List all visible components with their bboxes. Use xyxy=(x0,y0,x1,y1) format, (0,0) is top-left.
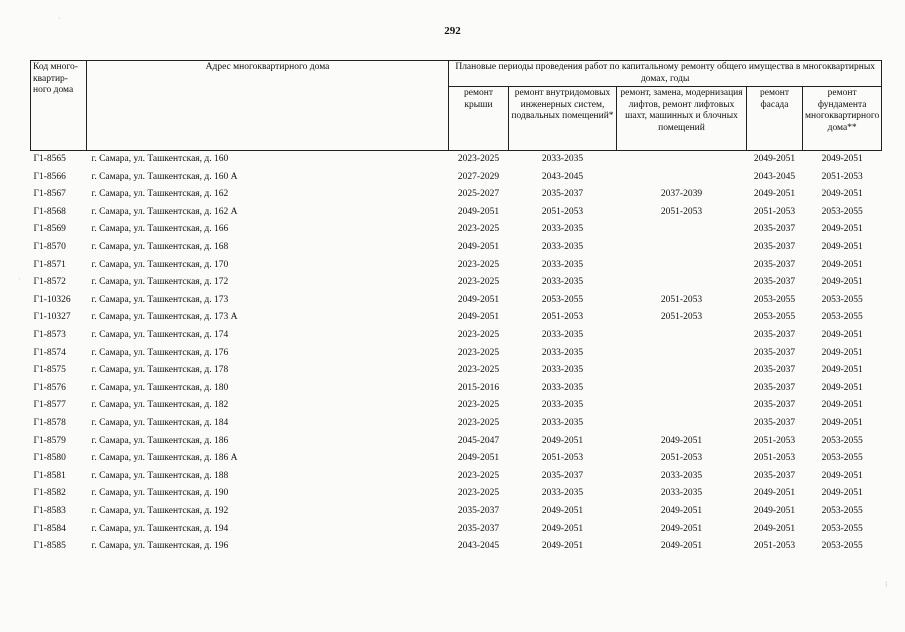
address-cell: г. Самара, ул. Ташкентская, д. 173 xyxy=(91,294,229,305)
facade-cell: 2049-2051 xyxy=(753,189,796,200)
facade-cell: 2035-2037 xyxy=(753,329,796,340)
facade-cell: 2043-2045 xyxy=(753,171,796,182)
roof-cell: 2023-2025 xyxy=(457,259,500,270)
header-systems: ремонт внутридомовых инженерных систем, подвальных помещений* xyxy=(509,87,617,151)
code-cell: Г1-8571 xyxy=(33,259,66,270)
foundation-cell: 2049-2051 xyxy=(821,189,863,200)
address-cell: г. Самара, ул. Ташкентская, д. 162 xyxy=(91,189,229,200)
code-cell: Г1-8585 xyxy=(33,541,66,552)
table-row xyxy=(31,309,882,327)
table-row xyxy=(31,503,882,521)
foundation-cell: 2053-2055 xyxy=(821,312,863,323)
systems-cell: 2033-2035 xyxy=(541,365,584,376)
facade-cell: 2053-2055 xyxy=(753,294,796,305)
roof-cell: 2043-2045 xyxy=(457,541,500,552)
roof-cell: 2045-2047 xyxy=(457,435,500,446)
facade-cell: 2049-2051 xyxy=(753,505,796,516)
foundation-cell: 2049-2051 xyxy=(821,347,863,358)
roof-cell: 2049-2051 xyxy=(457,312,500,323)
code-cell: Г1-8573 xyxy=(33,329,66,340)
lifts-cell: 2033-2035 xyxy=(660,470,703,481)
systems-cell: 2049-2051 xyxy=(541,435,584,446)
lifts-cell xyxy=(617,362,747,380)
code-cell: Г1-8567 xyxy=(33,189,66,200)
lifts-cell: 2049-2051 xyxy=(660,541,703,552)
address-cell: г. Самара, ул. Ташкентская, д. 184 xyxy=(91,417,229,428)
systems-cell: 2033-2035 xyxy=(541,224,584,235)
address-cell: г. Самара, ул. Ташкентская, д. 166 xyxy=(91,224,229,235)
table-row xyxy=(31,274,882,292)
address-cell: г. Самара, ул. Ташкентская, д. 173 А xyxy=(91,312,238,323)
foundation-cell: 2049-2051 xyxy=(821,382,863,393)
lifts-cell: 2051-2053 xyxy=(660,294,703,305)
foundation-cell: 2053-2055 xyxy=(821,505,863,516)
lifts-cell xyxy=(617,274,747,292)
facade-cell: 2051-2053 xyxy=(753,541,796,552)
foundation-cell: 2049-2051 xyxy=(821,154,863,165)
code-cell: Г1-10326 xyxy=(33,294,71,305)
table-header xyxy=(31,61,882,151)
address-cell: г. Самара, ул. Ташкентская, д. 190 xyxy=(91,488,229,499)
foundation-cell: 2049-2051 xyxy=(821,400,863,411)
table-row xyxy=(31,292,882,310)
systems-cell: 2033-2035 xyxy=(541,417,584,428)
lifts-cell xyxy=(617,169,747,187)
roof-cell: 2023-2025 xyxy=(457,365,500,376)
address-cell: г. Самара, ул. Ташкентская, д. 172 xyxy=(91,277,229,288)
facade-cell: 2035-2037 xyxy=(753,242,796,253)
foundation-cell: 2053-2055 xyxy=(821,541,863,552)
header-facade: ремонт фасада xyxy=(747,87,803,151)
address-cell: г. Самара, ул. Ташкентская, д. 186 xyxy=(91,435,229,446)
facade-cell: 2049-2051 xyxy=(753,488,796,499)
roof-cell: 2049-2051 xyxy=(457,453,500,464)
address-cell: г. Самара, ул. Ташкентская, д. 188 xyxy=(91,470,229,481)
roof-cell: 2035-2037 xyxy=(457,505,500,516)
address-cell: г. Самара, ул. Ташкентская, д. 192 xyxy=(91,505,229,516)
lifts-cell xyxy=(617,345,747,363)
systems-cell: 2033-2035 xyxy=(541,329,584,340)
facade-cell: 2051-2053 xyxy=(753,435,796,446)
systems-cell: 2033-2035 xyxy=(541,277,584,288)
roof-cell: 2023-2025 xyxy=(457,154,500,165)
systems-cell: 2033-2035 xyxy=(541,242,584,253)
page-number: 292 xyxy=(444,25,461,37)
header-lifts: ремонт, замена, модернизация лифтов, ремонт лифтовых шахт, машинных и блочных помещений xyxy=(617,87,747,151)
address-cell: г. Самара, ул. Ташкентская, д. 186 А xyxy=(91,453,238,464)
foundation-cell: 2049-2051 xyxy=(821,365,863,376)
code-cell: Г1-8575 xyxy=(33,365,66,376)
roof-cell: 2015-2016 xyxy=(457,382,500,393)
table-row xyxy=(31,468,882,486)
facade-cell: 2049-2051 xyxy=(753,154,796,165)
table-row xyxy=(31,327,882,345)
lifts-cell xyxy=(617,221,747,239)
code-cell: Г1-8584 xyxy=(33,523,66,534)
foundation-cell: 2049-2051 xyxy=(821,259,863,270)
foundation-cell: 2049-2051 xyxy=(821,470,863,481)
foundation-cell: 2049-2051 xyxy=(821,277,863,288)
roof-cell: 2049-2051 xyxy=(457,242,500,253)
systems-cell: 2051-2053 xyxy=(541,312,584,323)
facade-cell: 2035-2037 xyxy=(753,382,796,393)
roof-cell: 2023-2025 xyxy=(457,347,500,358)
foundation-cell: 2053-2055 xyxy=(821,453,863,464)
systems-cell: 2033-2035 xyxy=(541,259,584,270)
table-row xyxy=(31,397,882,415)
lifts-cell xyxy=(617,380,747,398)
table-row xyxy=(31,415,882,433)
code-cell: Г1-8581 xyxy=(33,470,66,481)
code-cell: Г1-8576 xyxy=(33,382,66,393)
table-row xyxy=(31,362,882,380)
systems-cell: 2033-2035 xyxy=(541,400,584,411)
roof-cell: 2035-2037 xyxy=(457,523,500,534)
address-cell: г. Самара, ул. Ташкентская, д. 168 xyxy=(91,242,229,253)
address-cell: г. Самара, ул. Ташкентская, д. 162 А xyxy=(91,206,238,217)
roof-cell: 2023-2025 xyxy=(457,400,500,411)
systems-cell: 2049-2051 xyxy=(541,505,584,516)
systems-cell: 2035-2037 xyxy=(541,470,584,481)
foundation-cell: 2049-2051 xyxy=(821,242,863,253)
facade-cell: 2035-2037 xyxy=(753,259,796,270)
table-row xyxy=(31,221,882,239)
systems-cell: 2035-2037 xyxy=(541,189,584,200)
code-cell: Г1-8570 xyxy=(33,242,66,253)
lifts-cell xyxy=(617,151,747,169)
code-cell: Г1-8583 xyxy=(33,505,66,516)
foundation-cell: 2049-2051 xyxy=(821,224,863,235)
table-row xyxy=(31,520,882,538)
code-cell: Г1-8568 xyxy=(33,206,66,217)
roof-cell: 2049-2051 xyxy=(457,294,500,305)
code-cell: Г1-8577 xyxy=(33,400,66,411)
systems-cell: 2033-2035 xyxy=(541,382,584,393)
address-cell: г. Самара, ул. Ташкентская, д. 178 xyxy=(91,365,229,376)
address-cell: г. Самара, ул. Ташкентская, д. 194 xyxy=(91,523,229,534)
facade-cell: 2053-2055 xyxy=(753,312,796,323)
table-row xyxy=(31,186,882,204)
systems-cell: 2051-2053 xyxy=(541,206,584,217)
lifts-cell xyxy=(617,239,747,257)
table-row xyxy=(31,433,882,451)
systems-cell: 2049-2051 xyxy=(541,541,584,552)
code-cell: Г1-8569 xyxy=(33,224,66,235)
foundation-cell: 2053-2055 xyxy=(821,294,863,305)
table-row xyxy=(31,257,882,275)
address-cell: г. Самара, ул. Ташкентская, д. 160 А xyxy=(91,171,238,182)
facade-cell: 2035-2037 xyxy=(753,400,796,411)
table-row xyxy=(31,151,882,169)
lifts-cell xyxy=(617,257,747,275)
facade-cell: 2035-2037 xyxy=(753,277,796,288)
roof-cell: 2027-2029 xyxy=(457,171,500,182)
foundation-cell: 2053-2055 xyxy=(821,435,863,446)
address-cell: г. Самара, ул. Ташкентская, д. 160 xyxy=(91,154,229,165)
facade-cell: 2035-2037 xyxy=(753,470,796,481)
lifts-cell: 2049-2051 xyxy=(660,435,703,446)
facade-cell: 2035-2037 xyxy=(753,347,796,358)
table-body xyxy=(31,151,882,556)
roof-cell: 2023-2025 xyxy=(457,470,500,481)
roof-cell: 2049-2051 xyxy=(457,206,500,217)
header-periods: Плановые периоды проведения работ по капитальному ремонту общего имущества в многоквартирных домах, годы xyxy=(449,61,882,87)
foundation-cell: 2053-2055 xyxy=(821,523,863,534)
facade-cell: 2035-2037 xyxy=(753,417,796,428)
roof-cell: 2023-2025 xyxy=(457,488,500,499)
foundation-cell: 2053-2055 xyxy=(821,206,863,217)
lifts-cell: 2051-2053 xyxy=(660,312,703,323)
roof-cell: 2023-2025 xyxy=(457,277,500,288)
table-row xyxy=(31,169,882,187)
foundation-cell: 2051-2053 xyxy=(821,171,863,182)
header-roof: ремонт крыши xyxy=(449,87,509,151)
systems-cell: 2049-2051 xyxy=(541,523,584,534)
table-row xyxy=(31,450,882,468)
code-cell: Г1-8582 xyxy=(33,488,66,499)
address-cell: г. Самара, ул. Ташкентская, д. 170 xyxy=(91,259,229,270)
code-cell: Г1-8578 xyxy=(33,417,66,428)
table-row xyxy=(31,345,882,363)
table-row xyxy=(31,239,882,257)
table-row xyxy=(31,204,882,222)
table-row xyxy=(31,380,882,398)
code-cell: Г1-8574 xyxy=(33,347,66,358)
facade-cell: 2049-2051 xyxy=(753,523,796,534)
address-cell: г. Самара, ул. Ташкентская, д. 180 xyxy=(91,382,229,393)
code-cell: Г1-8572 xyxy=(33,277,66,288)
address-cell: г. Самара, ул. Ташкентская, д. 196 xyxy=(91,541,229,552)
roof-cell: 2025-2027 xyxy=(457,189,500,200)
code-cell: Г1-8565 xyxy=(33,154,66,165)
systems-cell: 2051-2053 xyxy=(541,453,584,464)
facade-cell: 2051-2053 xyxy=(753,453,796,464)
systems-cell: 2043-2045 xyxy=(541,171,584,182)
facade-cell: 2035-2037 xyxy=(753,365,796,376)
systems-cell: 2053-2055 xyxy=(541,294,584,305)
roof-cell: 2023-2025 xyxy=(457,329,500,340)
lifts-cell xyxy=(617,415,747,433)
capital-repair-table xyxy=(30,60,882,556)
lifts-cell: 2033-2035 xyxy=(660,488,703,499)
lifts-cell: 2037-2039 xyxy=(660,189,703,200)
foundation-cell: 2049-2051 xyxy=(821,417,863,428)
roof-cell: 2023-2025 xyxy=(457,417,500,428)
lifts-cell: 2049-2051 xyxy=(660,505,703,516)
systems-cell: 2033-2035 xyxy=(541,347,584,358)
foundation-cell: 2049-2051 xyxy=(821,329,863,340)
table-row xyxy=(31,538,882,556)
lifts-cell: 2051-2053 xyxy=(660,206,703,217)
lifts-cell xyxy=(617,327,747,345)
systems-cell: 2033-2035 xyxy=(541,154,584,165)
table-row xyxy=(31,485,882,503)
address-cell: г. Самара, ул. Ташкентская, д. 174 xyxy=(91,329,229,340)
code-cell: Г1-8566 xyxy=(33,171,66,182)
lifts-cell: 2049-2051 xyxy=(660,523,703,534)
code-cell: Г1-10327 xyxy=(33,312,71,323)
lifts-cell xyxy=(617,397,747,415)
facade-cell: 2051-2053 xyxy=(753,206,796,217)
lifts-cell: 2051-2053 xyxy=(660,453,703,464)
systems-cell: 2033-2035 xyxy=(541,488,584,499)
header-foundation: ремонт фундамента многоквартирного дома** xyxy=(803,87,882,151)
roof-cell: 2023-2025 xyxy=(457,224,500,235)
address-cell: г. Самара, ул. Ташкентская, д. 176 xyxy=(91,347,229,358)
code-cell: Г1-8579 xyxy=(33,435,66,446)
header-address: Адрес многоквартирного дома xyxy=(87,61,449,151)
code-cell: Г1-8580 xyxy=(33,453,66,464)
address-cell: г. Самара, ул. Ташкентская, д. 182 xyxy=(91,400,229,411)
facade-cell: 2035-2037 xyxy=(753,224,796,235)
header-code: Код много-квартир-ного дома xyxy=(31,61,87,151)
foundation-cell: 2049-2051 xyxy=(821,488,863,499)
